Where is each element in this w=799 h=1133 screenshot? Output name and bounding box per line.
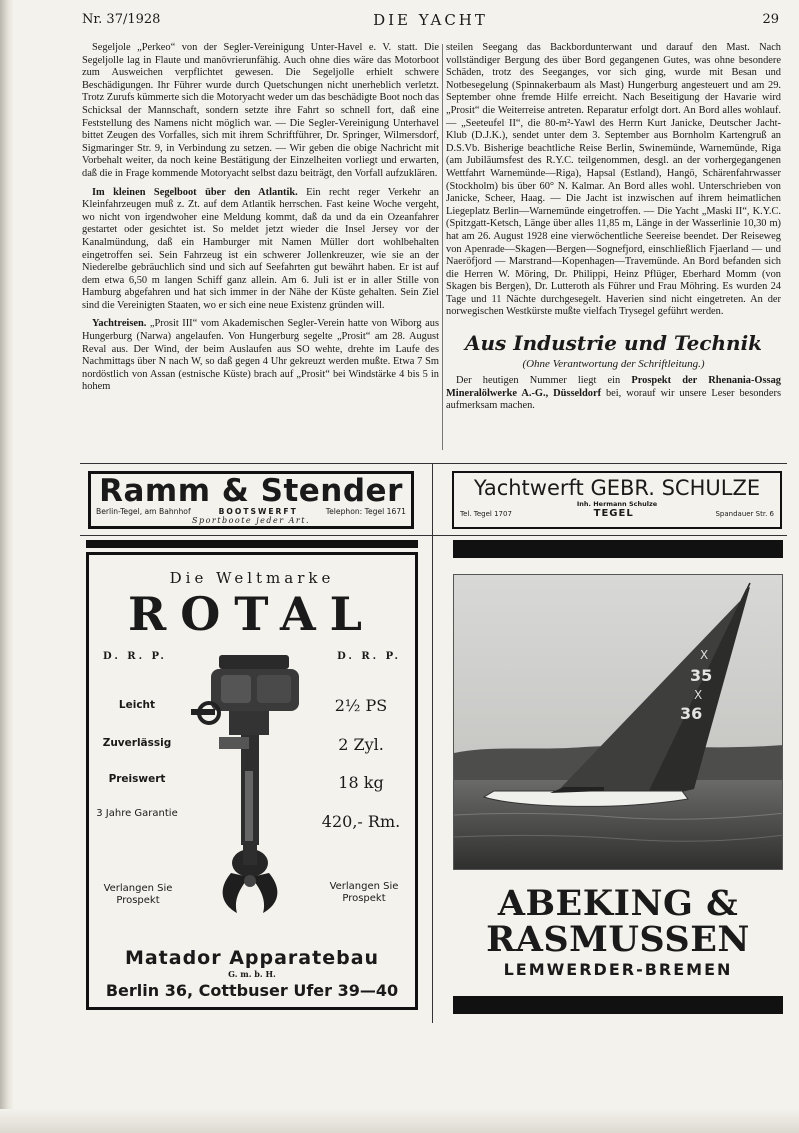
sail-number-36: 36	[680, 704, 703, 723]
page-number: 29	[762, 12, 779, 27]
ad-vertical-rule	[432, 463, 433, 1023]
rotal-patent-right: D. R. P.	[337, 651, 401, 662]
rotal-brand: ROTAL	[127, 587, 377, 641]
ad-top-rule	[80, 463, 787, 464]
sail-number-35: 35	[690, 666, 713, 685]
notice-bold: Prospekt der Rhenania-Ossag Mineralölwerke A.-G., Düsseldorf	[446, 375, 781, 399]
section-title: Aus Industrie und Technik	[464, 331, 763, 356]
schulze-phone: Tel. Tegel 1707	[460, 510, 512, 518]
schulze-street: Spandauer Str. 6	[715, 510, 774, 518]
article-atlantik-lead: Im kleinen Segelboot über den Atlantik.	[92, 186, 298, 198]
abeking-line-2: RASMUSSEN	[486, 919, 750, 960]
spec-value-2: 2 Zyl.	[338, 735, 384, 754]
schulze-city: TEGEL	[593, 508, 634, 519]
article-yachtreisen-lead: Yachtreisen.	[92, 318, 147, 330]
rotal-weltmarke: Die Weltmarke	[169, 569, 335, 587]
ad-rotal	[86, 552, 418, 1010]
ramm-address: Berlin-Tegel, am Bahnhof	[96, 507, 191, 516]
rotal-address: Berlin 36, Cottbuser Ufer 39—40	[105, 981, 399, 1000]
abeking-bottom-bar	[453, 996, 783, 1014]
article-perkeo: Segeljole „Perkeo“ von der Segler-Vereinigung Unter-Havel e. V. statt. Die Segeljolle lag in Flaute und manövrierunfähig. Auch ohne dies wäre das Motorboot zum Ausweichen verpflichtet gewesen. Die Segeljolle erhielt schwere Beschädigungen. Ihr Führer wurde durch Quetschungen nicht unerheblich verletzt. Trotz Zurufs kümmerte sich die Motoryacht weder um das beschädigte Boot noch das Schicksal der Mannschaft, sondern setzte ihre Fahrt so schnell fort, daß eine Feststellung des Namens nicht möglich war. — Die Segler-Vereinigung Unterhavel bittet Zeugen des Vorfalles, sich mit ihrem Schriftführer, Dr. Springer, Wilmersdorf, Sigmaringer Str. 9, in Verbindung zu setzen. — Wir geben die obige Nachricht mit Vorbehalt weiter, da noch keine Bestätigung der Einzelheiten vorliegt und erwarten, daß die in Frage kommende Motoryacht selbst dazu beiträgt, den Vorfall aufzuklären.	[82, 42, 439, 179]
spec-label-3: Preiswert	[108, 773, 166, 785]
notice-post: bei, worauf wir unsere Leser besonders aufmerksam machen.	[446, 387, 781, 412]
ramm-phone: Telephon: Tegel 1671	[325, 507, 406, 516]
sail-number-x1: X	[700, 648, 709, 662]
schulze-name: Yachtwerft GEBR. SCHULZE	[473, 476, 761, 500]
rotal-maker-sub: G. m. b. H.	[228, 969, 276, 979]
ad-gebr-schulze	[452, 471, 782, 529]
left-column	[82, 42, 439, 394]
notice-pre: Der heutigen Nummer liegt ein	[456, 375, 632, 387]
spec-value-3: 18 kg	[338, 773, 384, 792]
outboard-motor-illustration	[189, 651, 319, 941]
rotal-ask-right: Verlangen Sie Prospekt	[329, 881, 399, 904]
ramm-tagline: Sportboote jeder Art.	[192, 516, 310, 525]
ramm-name: Ramm & Stender	[99, 473, 403, 509]
rotal-top-bar	[86, 540, 418, 548]
spec-label-1: Leicht	[118, 699, 156, 711]
ad-mid-rule	[80, 535, 787, 536]
right-column	[446, 42, 781, 413]
article-atlantik	[82, 187, 439, 313]
ad-ramm-stender	[88, 471, 414, 529]
prospekt-notice	[446, 375, 781, 413]
abeking-line-1: ABEKING &	[497, 883, 739, 924]
spec-label-2: Zuverlässig	[102, 737, 172, 749]
issue-number: Nr. 37/1928	[82, 12, 161, 27]
rotal-ask-left: Verlangen Sie Prospekt	[103, 883, 173, 906]
sailboat-photo	[453, 574, 783, 870]
spec-value-1: 2½ PS	[334, 696, 388, 715]
article-yachtreisen-cont: steilen Seegang das Backbordunterwant und darauf den Mast. Nach vollständiger Bergung des über Bord gegangenen Gutes, was ohne besondere Schäden, trotz des Seeganges, vor sich ging, wurde mit Besan und Notbesegelung (Spinnakerbaum als Mast) Hungerburg angesteuert und am 29. September ohne fremde Hilfe erreicht. Nach Beseitigung der Havarie wird „Prosit“ die Weiterreise antreten. Reparatur erfolgt dort. An Bord alles wohlauf. — „Seeteufel II“, die 80-m²-Yawl des Herrn Kurt Janicke, Deutscher Jacht-Klub (D.J.K.), sendet unter dem 3. September aus Bornholm Kartengruß an D.S.Vb. Bisherige beachtliche Reise Berlin, Swinemünde, Warnemünde, Riga (am Jubiläumsfest des R.Y.C. teilgenommen, desgl. an der vorhergegangenen Wettfahrt Warnemünde—Riga), Hapsal (Estland), Hangö, Schärenfahrwasser (Stockholm) bis über 60° N. Kalmar. An Bord alles wohl. Unterschrieben von Janicke, Scheer, Haag. — Die Jacht ist inzwischen auf ihrem heimatlichen Liegeplatz Berlin—Warnemünde eingetroffen. — Die Yacht „Maski II“, K.Y.C. (Spitzgatt-Ketsch, Länge über alles 11,85 m, Länge in der Wasserlinie 10,30 m) hat am 26. August 1928 eine vierwöchentliche Seereise beendet. Der Reiseweg von Apenrade—Skagen—Bergen—Sognefjord, einschließlich Fjaerland — und Naeröfjord — Marstrand—Kopenhagen—Travemünde. An Bord befanden sich die Herren W. Möring, Dr. Philippi, Heinz Pflüger, Eberhard Momm (von Skagen bis Bergen), Dr. Lutteroth als Führer und Frau Möhring. Es wurden 24 Tage und 11 Nächte durchgesegelt. Haverien sind nicht eingetreten. An der norwegischen Westkürste mußte vielfach Trysegel geführt werden.	[446, 42, 781, 318]
article-yachtreisen-body: „Prosit III“ vom Akademischen Segler-Verein hatte von Wiborg aus Hungerburg (Narwa) angelaufen. Von Hungerburg segelte „Prosit“ am 28. August Reval aus. Der Wind, der beim Auslaufen aus SO wehte, drehte im Laufe des Nachmittags über N nach W, so daß gegen 4 Uhr gekreuzt werden mußte. Etwa 7 Sm nordöstlich von Assan (estnische Küste) brach auf „Prosit“ bei Windstärke 4 bis 5 in hohem	[82, 318, 439, 393]
page-header	[82, 10, 779, 32]
abeking-location: LEMWERDER-BREMEN	[503, 960, 733, 979]
rotal-maker: Matador Apparatebau	[124, 947, 380, 969]
article-atlantik-body: Ein recht reger Verkehr an Kleinfahrzeugen muß z. Zt. auf dem Atlantik herrschen. Fast keine Woche vergeht, wo nicht von irgendwoher eine Meldung kommt, daß da und da ein Ozeanfahrer gestartet oder gesichtet ist. So meldet jetzt wieder die Insel Jersey vor der Kanalmündung, daß ein Hamburger mit Namen Müller dort wohlbehalten eingetroffen sei. Sein Fahrzeug ist ein schwerer Jollenkreuzer, wie sie an der Niederelbe gebräuchlich sind und sich auf Seefahrten gut bewährt haben. Er ist auf dem etwa 6,50 m langen Schiff ganz allein. Am 6. Juli ist er in aller Stille von Hamburg abgefahren und hat sich immer in der Nähe der Küste gehalten. Sein Ziel sind die Vereinigten Staaten, wo er sich eine neue Existenz gründen will.	[82, 186, 439, 311]
column-divider	[442, 44, 443, 450]
sail-number-x2: X	[694, 688, 703, 702]
abeking-top-bar	[453, 540, 783, 558]
page-spine-shadow	[0, 0, 14, 1133]
article-yachtreisen	[82, 318, 439, 394]
magazine-title: DIE YACHT	[373, 11, 488, 29]
schulze-info-row	[454, 508, 780, 519]
ramm-info-line	[91, 507, 411, 516]
spec-value-4: 420,- Rm.	[321, 812, 401, 831]
schulze-owner: Inh. Hermann Schulze	[576, 500, 658, 508]
section-subtitle: (Ohne Verantwortung der Schriftleitung.)	[522, 358, 705, 371]
spec-label-4: 3 Jahre Garantie	[96, 808, 178, 819]
ramm-type: BOOTSWERFT	[218, 507, 298, 516]
page-bottom-shadow	[0, 1109, 799, 1133]
rotal-patent-left: D. R. P.	[103, 651, 167, 662]
